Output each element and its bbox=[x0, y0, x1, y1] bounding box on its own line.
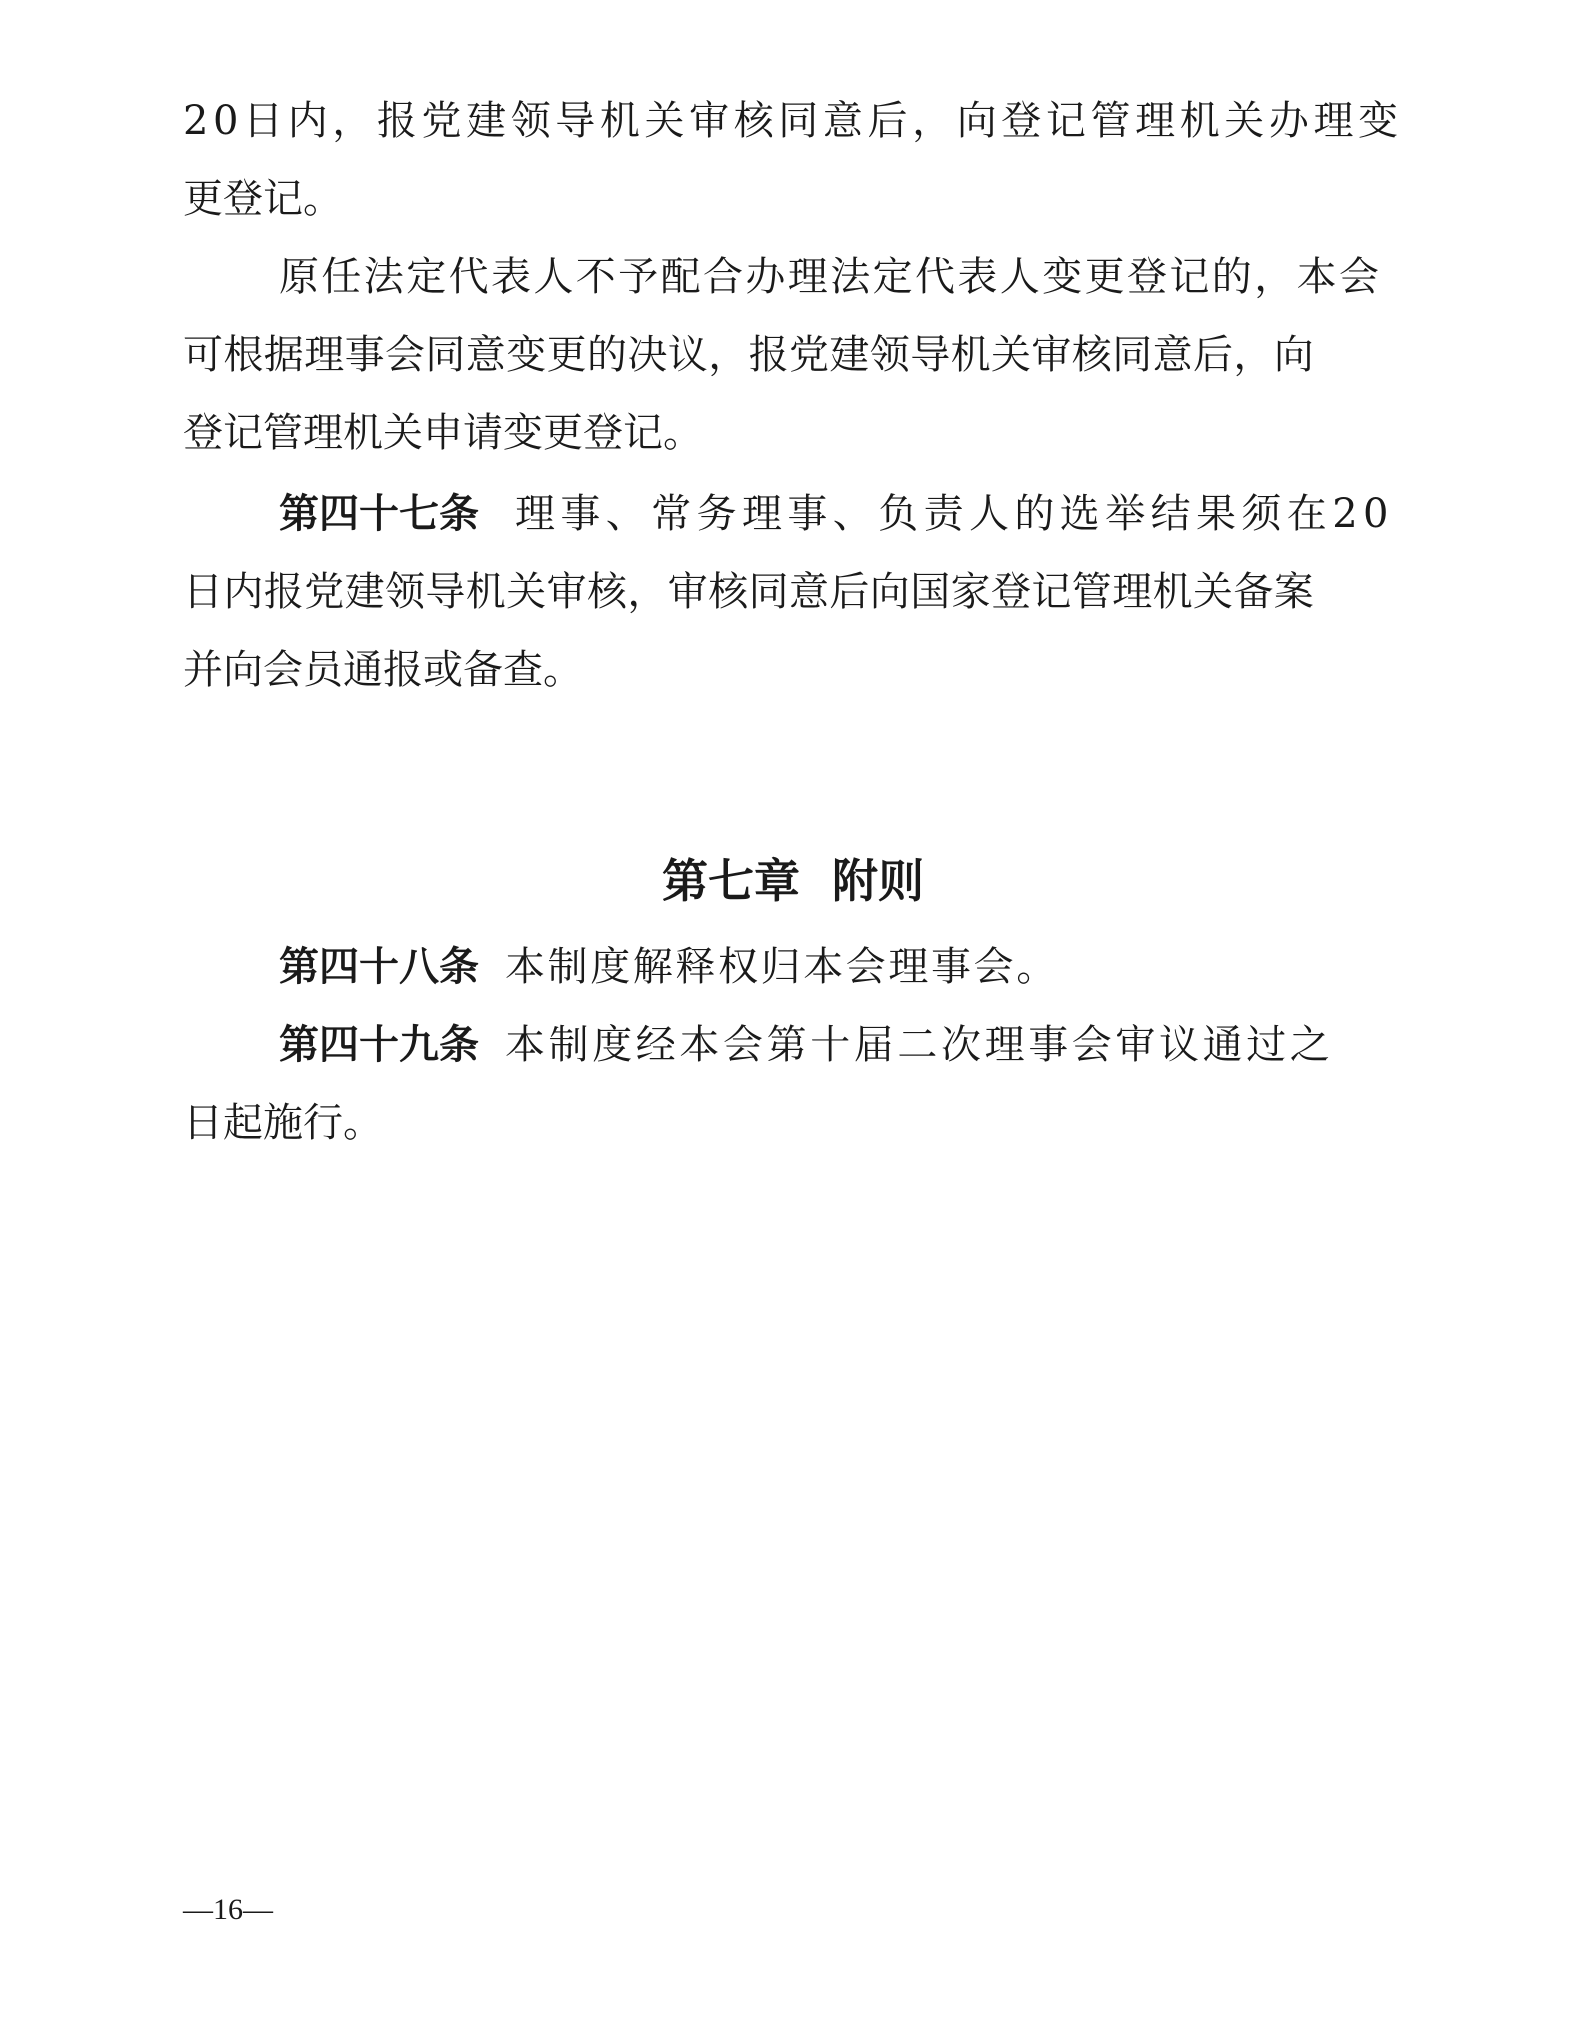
paragraph-line: 登记管理机关申请变更登记。 bbox=[183, 410, 703, 456]
article-text: 本制度经本会第十届二次理事会审议通过之 bbox=[505, 1022, 1334, 1068]
paragraph-line: 20日内，报党建领导机关审核同意后，向登记管理机关办理变 bbox=[183, 98, 1403, 144]
paragraph-line: 日内报党建领导机关审核，审核同意后向国家登记管理机关备案 bbox=[183, 569, 1315, 615]
article-47 bbox=[183, 475, 1405, 709]
page-number: —16— bbox=[183, 1893, 273, 1926]
paragraph-line: 可根据理事会同意变更的决议，报党建领导机关审核同意后，向 bbox=[183, 332, 1315, 378]
article-48 bbox=[183, 928, 1405, 1006]
paragraph-line: 日起施行。 bbox=[183, 1100, 383, 1146]
article-first-line bbox=[183, 475, 1405, 553]
article-first-line bbox=[183, 1006, 1405, 1084]
paragraph-line: 原任法定代表人不予配合办理法定代表人变更登记的，本会 bbox=[279, 254, 1382, 300]
chapter-title: 第七章 附则 bbox=[661, 854, 925, 908]
article-49 bbox=[183, 1006, 1405, 1162]
paragraph-continuation bbox=[183, 82, 1405, 238]
article-text: 理事、常务理事、负责人的选举结果须在20 bbox=[515, 491, 1394, 537]
paragraph-line: 更登记。 bbox=[183, 176, 343, 222]
paragraph-representative-change bbox=[183, 238, 1405, 472]
article-label: 第四十七条 bbox=[279, 491, 479, 537]
article-first-line bbox=[183, 928, 1405, 1006]
article-text: 本制度解释权归本会理事会。 bbox=[505, 944, 1059, 990]
article-label: 第四十九条 bbox=[279, 1022, 479, 1068]
article-label: 第四十八条 bbox=[279, 944, 479, 990]
paragraph-line: 并向会员通报或备查。 bbox=[183, 647, 583, 693]
